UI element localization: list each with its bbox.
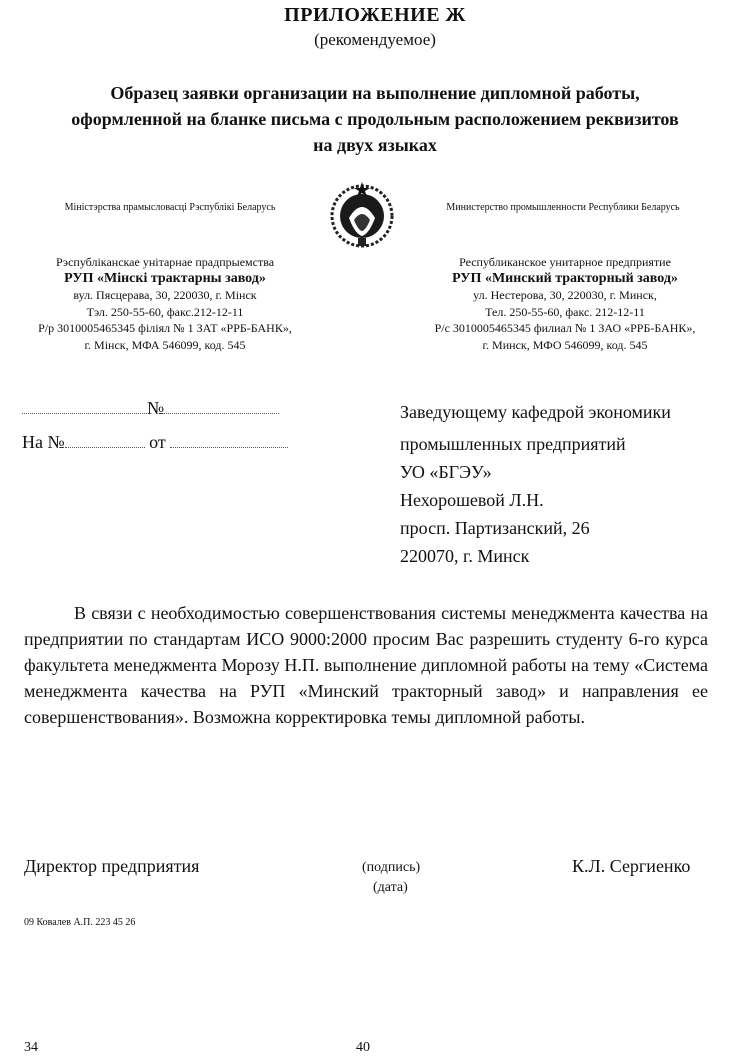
org-bank: Р/с 3010005465345 филиал № 1 ЗАО «РРБ-БАНК», — [434, 321, 696, 335]
recipient-line: Нехорошевой Л.Н. — [400, 490, 544, 510]
organization-belarusian — [10, 254, 320, 353]
org-phone: Тэл. 250-55-60, факс.212-12-11 — [86, 304, 244, 319]
reference-number-line — [22, 432, 297, 453]
from-blank — [170, 433, 288, 448]
recipient-block — [400, 398, 730, 570]
letter-body: В связи с необходимостью совершенствования системы менеджмента качества на предприятии по стандартам ИСО 9000:2000 просим Вас разрешить студенту 6-го курса факультета менеджмента Морозу Н.П. выполнение дипломной работы на тему «Система менеджмента качества на РУП «Минский тракторный завод» и направления ее совершенствования». Возможна корректировка темы дипломной работы. — [24, 603, 708, 727]
org-phone: Тел. 250-55-60, факс. 212-12-11 — [485, 304, 645, 319]
org-city-code: г. Мінск, МФА 546099, код. 545 — [84, 337, 246, 352]
heading-line: на двух языках — [313, 135, 437, 155]
ministry-russian: Министерство промышленности Республики Беларусь — [446, 202, 680, 213]
page-number-center: 40 — [356, 1040, 370, 1055]
date-label: (дата) — [373, 880, 408, 895]
org-name: РУП «Минский тракторный завод» — [452, 270, 678, 286]
heading-line: оформленной на бланке письма с продольным расположением реквизитов — [71, 109, 679, 129]
recipient-line: просп. Партизанский, 26 — [400, 518, 590, 538]
heading-line: Образец заявки организации на выполнение дипломной работы, — [110, 83, 640, 103]
appendix-title: ПРИЛОЖЕНИЕ Ж — [284, 4, 466, 26]
appendix-subtitle: (рекомендуемое) — [314, 30, 436, 49]
state-emblem-icon — [327, 178, 397, 250]
from-label: от — [149, 432, 166, 452]
executor-contact: 09 Ковалев А.П. 223 45 26 — [24, 917, 136, 928]
signature-role: Директор предприятия — [24, 856, 200, 876]
org-address: вул. Пясцерава, 30, 220030, г. Мінск — [73, 288, 257, 302]
outgoing-number-line — [22, 398, 297, 419]
signature-label: (подпись) — [362, 860, 421, 875]
reference-label: На № — [22, 432, 65, 452]
recipient-line: 220070, г. Минск — [400, 546, 530, 566]
date-blank — [22, 399, 147, 414]
signatory-name: К.Л. Сергиенко — [572, 856, 691, 876]
recipient-line: промышленных предприятий — [400, 434, 626, 454]
org-bank: Р/р 3010005465345 філіял № 1 ЗАТ «РРБ-БАНК», — [38, 321, 292, 335]
recipient-line: УО «БГЭУ» — [400, 462, 492, 482]
organization-russian — [410, 254, 720, 353]
org-name: РУП «Мінскі трактарны завод» — [64, 270, 266, 286]
number-blank — [164, 399, 279, 414]
number-label: № — [147, 398, 165, 418]
recipient-line: Заведующему кафедрой экономики — [400, 402, 671, 422]
ministry-belarusian: Міністэрства прамысловасці Рэспублікі Беларусь — [64, 202, 276, 213]
page-number-left: 34 — [24, 1040, 38, 1055]
org-type: Республиканское унитарное предприятие — [459, 255, 671, 269]
org-city-code: г. Минск, МФО 546099, код. 545 — [482, 337, 648, 352]
reference-blank — [65, 433, 145, 448]
org-address: ул. Нестерова, 30, 220030, г. Минск, — [473, 288, 657, 302]
document-heading — [40, 80, 710, 158]
org-type: Рэспубліканскае унітарнае прадпрыемства — [55, 255, 275, 269]
